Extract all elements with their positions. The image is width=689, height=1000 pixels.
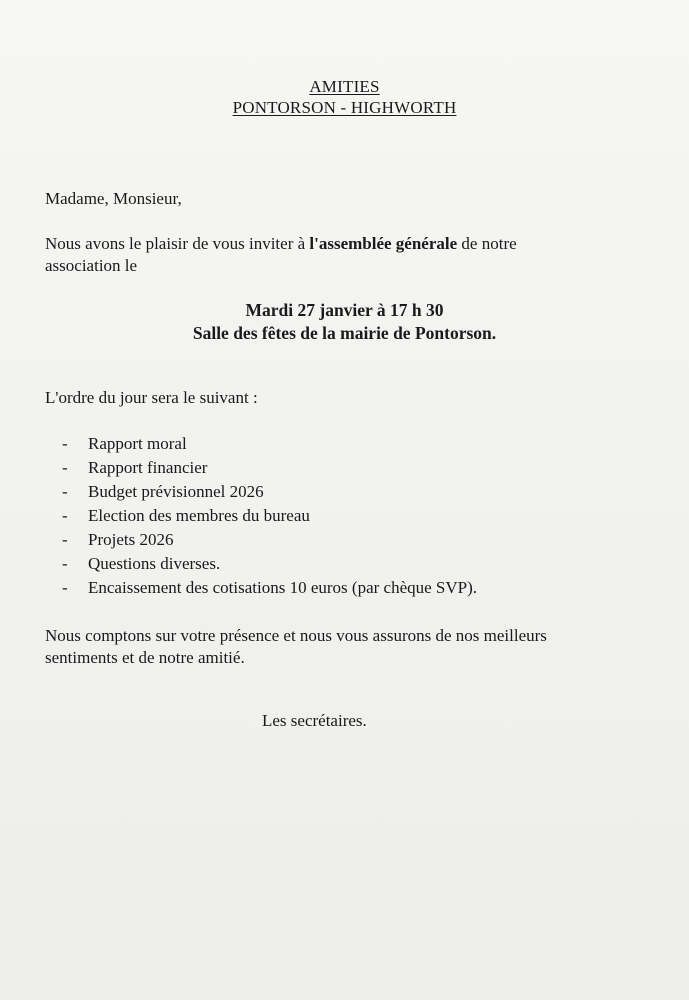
agenda-item-text: Rapport moral [88, 434, 187, 453]
agenda-item-text: Rapport financier [88, 458, 208, 477]
invitation-text-before: Nous avons le plaisir de vous inviter à [45, 234, 310, 253]
closing-line-2: sentiments et de notre amitié. [45, 648, 245, 667]
signature: Les secrétaires. [262, 711, 367, 730]
invitation-bold-assembly: l'assemblée générale [309, 234, 458, 253]
agenda-intro: L'ordre du jour sera le suivant : [45, 388, 258, 407]
invitation-text-after: de notre [457, 234, 517, 253]
title-line-2 [0, 98, 689, 118]
event-location: Salle des fêtes de la mairie de Pontorson. [192, 323, 497, 343]
agenda-bullet: - [62, 554, 68, 573]
agenda-bullet: - [62, 482, 68, 501]
agenda-bullet: - [62, 506, 68, 525]
title-pontorson-highworth: PONTORSON - HIGHWORTH [232, 98, 457, 117]
event-date-time: Mardi 27 janvier à 17 h 30 [245, 300, 444, 320]
invitation-line-2: association le [45, 256, 138, 275]
agenda-item-text: Election des membres du bureau [88, 506, 310, 525]
agenda-item-text: Encaissement des cotisations 10 euros (par chèque SVP). [88, 578, 478, 597]
title-line-1 [0, 77, 689, 97]
agenda-item-text: Projets 2026 [88, 530, 174, 549]
agenda-bullet: - [62, 434, 68, 453]
title-amities: AMITIES [309, 77, 380, 96]
invitation-line-1 [45, 233, 517, 255]
agenda-bullet: - [62, 530, 68, 549]
agenda-item-text: Budget prévisionnel 2026 [88, 482, 264, 501]
agenda-bullet: - [62, 578, 68, 597]
agenda-item-text: Questions diverses. [88, 554, 221, 573]
closing-line-1: Nous comptons sur votre présence et nous vous assurons de nos meilleurs [45, 626, 547, 645]
agenda-bullet: - [62, 458, 68, 477]
greeting: Madame, Monsieur, [45, 189, 182, 208]
